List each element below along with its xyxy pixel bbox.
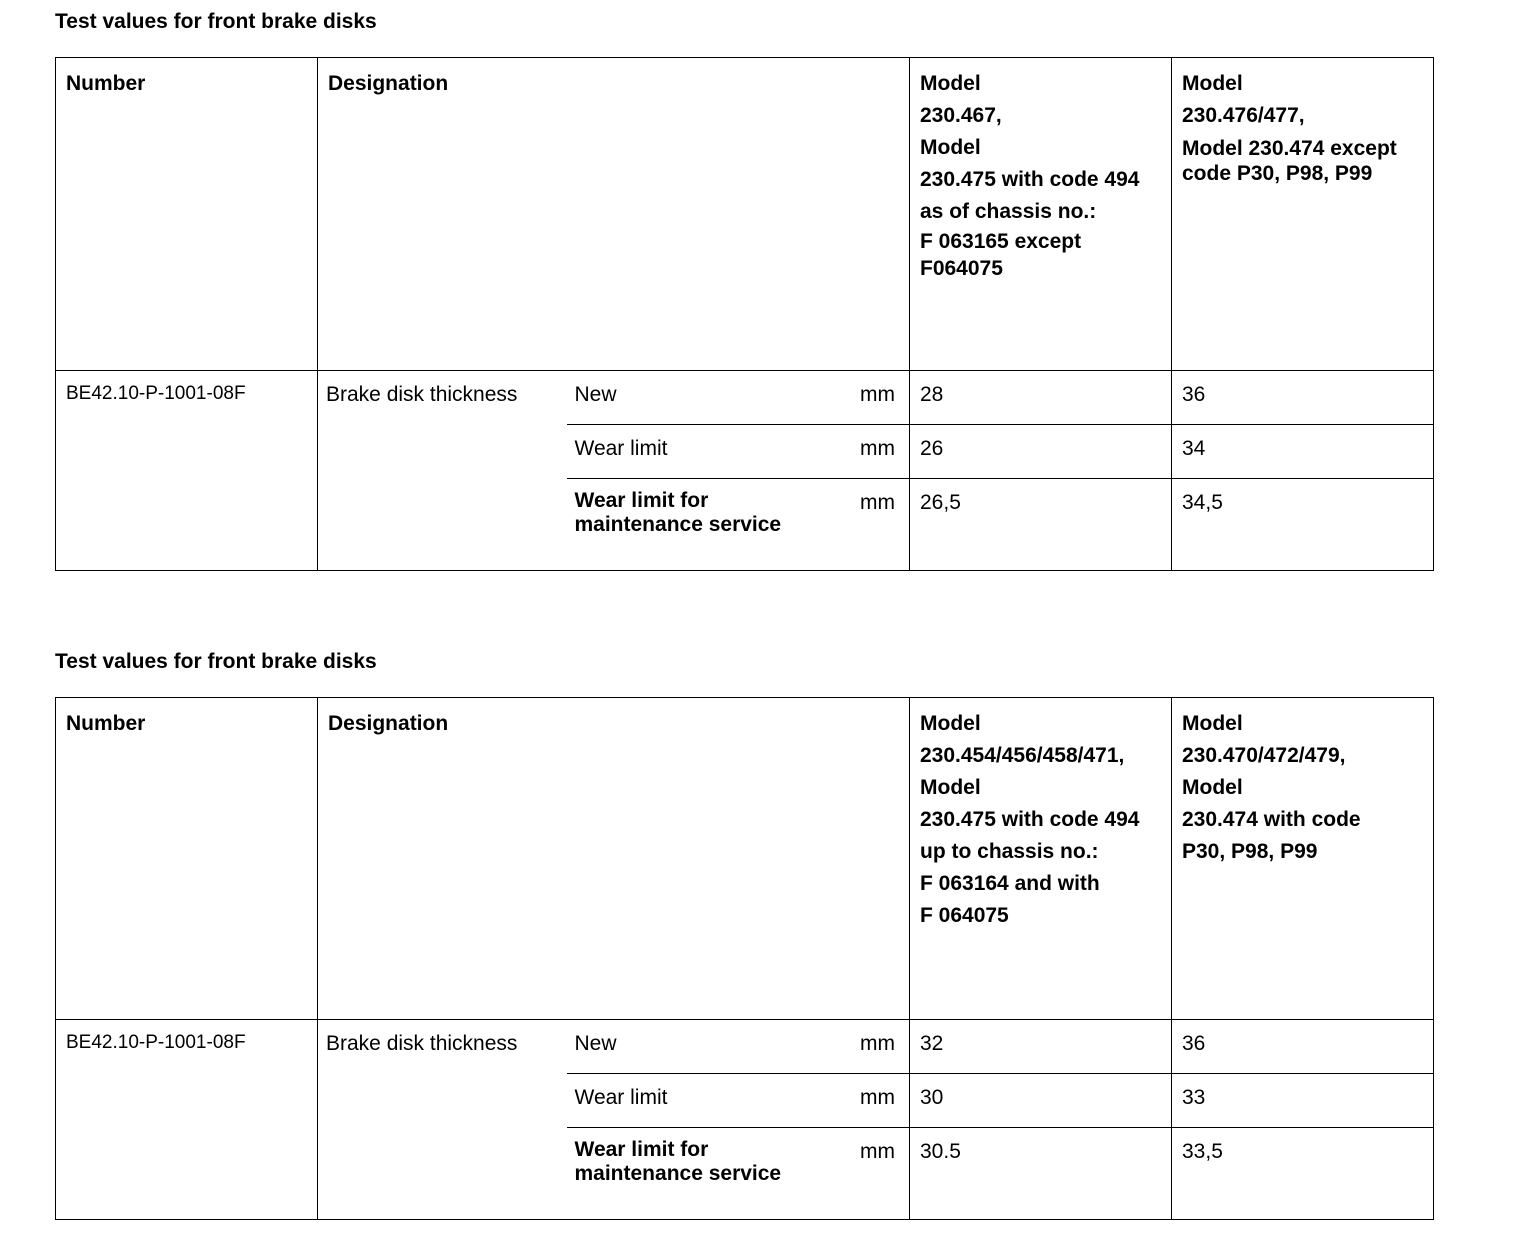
value-col-a: 26,5 bbox=[910, 479, 1172, 571]
header-line: as of chassis no.: bbox=[920, 200, 1097, 223]
value-col-b: 33 bbox=[1172, 1074, 1434, 1128]
header-line: 230.474 with code bbox=[1182, 808, 1361, 831]
row-label-line: Wear limit for bbox=[574, 489, 709, 512]
number-cell: BE42.10-P-1001-08F bbox=[56, 371, 318, 571]
value-col-a: 26 bbox=[910, 425, 1172, 479]
header-line: 230.475 with code 494 bbox=[920, 808, 1140, 831]
row-unit: mm bbox=[837, 1074, 910, 1128]
row-unit: mm bbox=[837, 371, 910, 425]
header-line: 230.476/477, bbox=[1182, 104, 1305, 127]
value-col-a: 30.5 bbox=[910, 1128, 1172, 1220]
designation-cell: Brake disk thickness bbox=[318, 371, 567, 571]
value-col-b: 33,5 bbox=[1172, 1128, 1434, 1220]
table-header-row bbox=[56, 698, 1434, 1020]
header-line: Model bbox=[1182, 72, 1243, 95]
header-line: code P30, P98, P99 bbox=[1182, 162, 1373, 185]
header-line: 230.475 with code 494 bbox=[920, 168, 1140, 191]
value-col-a: 30 bbox=[910, 1074, 1172, 1128]
row-label-line: Wear limit for bbox=[574, 1138, 709, 1161]
row-unit: mm bbox=[837, 1020, 910, 1074]
header-line: F064075 bbox=[920, 257, 1003, 280]
table-row bbox=[56, 1020, 1434, 1074]
header-designation: Designation bbox=[318, 58, 910, 371]
value-col-b: 34 bbox=[1172, 425, 1434, 479]
header-line: Model bbox=[920, 712, 981, 735]
table-row bbox=[56, 371, 1434, 425]
table-header-row bbox=[56, 58, 1434, 371]
header-model-col-a bbox=[910, 58, 1172, 371]
header-line: Model 230.474 except bbox=[1182, 137, 1397, 160]
row-label bbox=[567, 1128, 837, 1220]
header-line: Model bbox=[920, 776, 981, 799]
row-label-line: maintenance service bbox=[574, 513, 782, 536]
row-label: New bbox=[567, 371, 837, 425]
header-number: Number bbox=[56, 58, 318, 371]
row-label: Wear limit bbox=[567, 1074, 837, 1128]
header-line: 230.454/456/458/471, bbox=[920, 744, 1125, 767]
header-model-col-a bbox=[910, 698, 1172, 1020]
value-col-a: 28 bbox=[910, 371, 1172, 425]
test-values-table bbox=[55, 57, 1434, 571]
row-label: Wear limit bbox=[567, 425, 837, 479]
value-col-a: 32 bbox=[910, 1020, 1172, 1074]
test-values-table bbox=[55, 697, 1434, 1220]
row-label: New bbox=[567, 1020, 837, 1074]
section-heading: Test values for front brake disks bbox=[55, 10, 377, 33]
value-col-b: 36 bbox=[1172, 1020, 1434, 1074]
section-heading: Test values for front brake disks bbox=[55, 650, 377, 673]
header-number: Number bbox=[56, 698, 318, 1020]
header-line: P30, P98, P99 bbox=[1182, 840, 1318, 863]
header-line: F 064075 bbox=[920, 904, 1009, 927]
header-model-col-b bbox=[1172, 58, 1434, 371]
header-line: 230.470/472/479, bbox=[1182, 744, 1346, 767]
value-col-b: 36 bbox=[1172, 371, 1434, 425]
header-line: Model bbox=[1182, 712, 1243, 735]
row-unit: mm bbox=[837, 425, 910, 479]
header-line: F 063164 and with bbox=[920, 872, 1100, 895]
row-label-line: maintenance service bbox=[574, 1162, 782, 1185]
header-line: up to chassis no.: bbox=[920, 840, 1099, 863]
row-label bbox=[567, 479, 837, 571]
value-col-b: 34,5 bbox=[1172, 479, 1434, 571]
row-unit: mm bbox=[837, 1128, 910, 1220]
header-line: Model bbox=[920, 72, 981, 95]
header-line: 230.467, bbox=[920, 104, 1002, 127]
header-line: Model bbox=[920, 136, 981, 159]
designation-cell: Brake disk thickness bbox=[318, 1020, 567, 1220]
header-model-col-b bbox=[1172, 698, 1434, 1020]
row-unit: mm bbox=[837, 479, 910, 571]
header-line: F 063165 except bbox=[920, 230, 1082, 253]
number-cell: BE42.10-P-1001-08F bbox=[56, 1020, 318, 1220]
header-designation: Designation bbox=[318, 698, 910, 1020]
header-line: Model bbox=[1182, 776, 1243, 799]
